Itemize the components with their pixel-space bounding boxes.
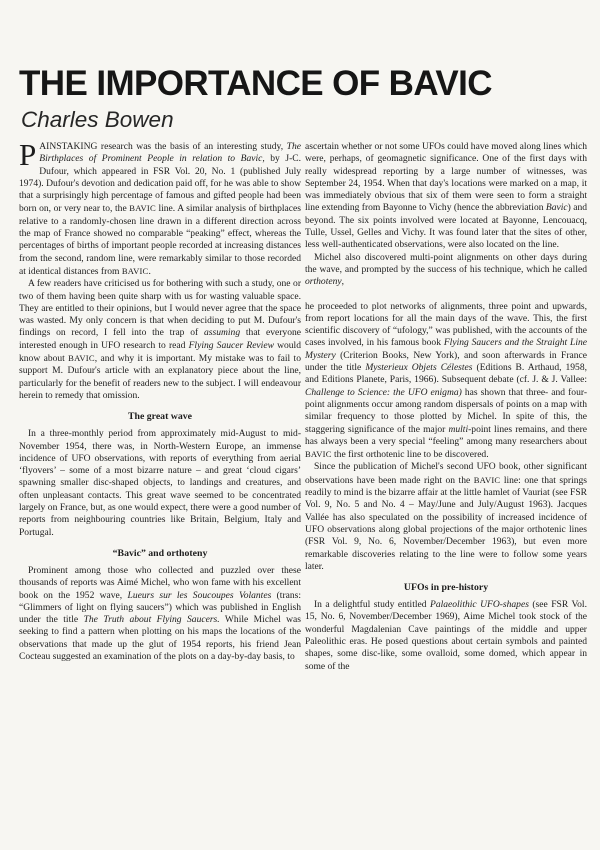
italic-text: Lueurs sur les Soucoupes Volantes — [127, 589, 272, 601]
bavic-term: BAVIC — [68, 353, 95, 364]
paragraph-orthoteny — [305, 252, 587, 289]
bavic-term: BAVIC — [121, 265, 149, 276]
text-run: (Criterion Books, New York), and soon afterwards in France under the title — [305, 349, 587, 374]
section-heading-prehistory: UFOs in pre-history — [403, 582, 489, 594]
paragraph-intro — [19, 137, 302, 278]
section-heading-great-wave: The great wave — [127, 411, 193, 423]
drop-cap: P — [19, 137, 37, 172]
italic-text: Palaeolithic UFO-shapes — [429, 599, 529, 611]
text-run: (Editions B. Arthaud, 1958, and Editions Planete, Paris, 1966). Subsequent debate (cf. J. & J. Vallee: — [305, 362, 587, 386]
italic-text: orthoteny — [305, 276, 342, 288]
paragraph-alignments — [305, 301, 587, 462]
bavic-term: BAVIC — [473, 474, 501, 485]
text-run: the first orthotenic line to be discovered. — [331, 449, 489, 461]
text-run: ) and beyond. The six points involved were located at Bayonne, Lencouacq, Tulle, Ussel, Gelles and Vichy. It was found later that the sites of other, less well-authenticated observations, were also located on the line. — [305, 202, 588, 251]
text-run: (trans: “Glimmers of light on flying saucers”) which was published in English under the title — [19, 589, 302, 626]
italic-text: Flying Saucer Review — [188, 339, 274, 351]
bavic-term: BAVIC — [129, 203, 156, 214]
text-run: AINSTAKING research was the basis of an interesting study, — [39, 141, 287, 152]
italic-text: assuming — [204, 327, 241, 339]
text-run: . — [148, 265, 151, 277]
italic-text: multi- — [448, 423, 472, 435]
paragraph-michel — [19, 565, 301, 663]
text-run: line: one that springs readily to mind is the bizarre affair at the little hamlet of Vauriat (see FSR Vol. 9, No. 5 and No. 4 – May/June and July/August 1963). Jacques Vallée has also speculated on the possibility of increased incidence of UFO observations along global projections of the major orthotenic lines (FSR Vol. 9, No. 6, November/December 1963), but even more remarkable discoveries relating to the line were to follow some years later. — [305, 474, 588, 572]
text-run: he proceeded to plot networks of alignments, three point and upwards, from report locations for all the main days of the wave. This, the first scientific discovery of “ufology,” was published, with the accounts of the cases involved, in his famous book — [305, 300, 587, 349]
text-run: has shown that three- and four-point alignments occur among random dispersals of points on a map with similar frequency to those plotted by Michel. In spite of this, the staggering significance of the major — [305, 386, 588, 435]
italic-text: Challenge to Science: the UFO enigma) — [305, 386, 462, 398]
paragraph-critics — [19, 278, 301, 402]
text-run: that everyone interested enough in UFO research to read — [19, 327, 301, 351]
text-run: While Michel was seeking to find a pattern when plotting on his maps the locations of the observations that made up the glut of 1954 reports, his friend Jean Cocteau suggested an examination of the plots on a day-by-day basis, to — [19, 614, 302, 662]
author-byline: Charles Bowen — [21, 107, 174, 132]
left-column — [19, 137, 302, 663]
text-run: point lines remains, and there has always been a very special “feeling” among many researchers about — [305, 423, 587, 447]
section-heading-bavic-orthoteny: “Bavic” and orthoteny — [112, 547, 208, 559]
right-column — [305, 141, 587, 673]
italic-text: Mysterieux Objets Célestes — [365, 362, 473, 374]
text-run: Prominent among those who collected and puzzled over these thousands of reports was Aimé Michel, who won fame with his excellent book on the 1952 wave, — [19, 564, 301, 601]
text-run: line. A similar analysis of birthplaces relative to a randomly-chosen line drawn in a different direction across the map of France showed no comparable “peaking” effect, whereas the percentages of births of important people recorded at increasing distances from the second, random line, were remarkably similar to those recorded at identical distances from — [19, 203, 301, 277]
bavic-term: BAVIC — [305, 449, 332, 460]
italic-text: Flying Saucers and the Straight Line Mystery — [305, 337, 587, 361]
text-run: , — [341, 276, 344, 288]
article-title: THE IMPORTANCE OF BAVIC — [19, 64, 492, 103]
italic-text: The Truth about Flying Saucers. — [83, 614, 220, 626]
text-run: , and why it is important. My mistake was to fail to support M. Dufour's article with an explanatory piece about the line, particularly for the benefit of readers new to the subject. I will endeavour herein to remedy that omission. — [19, 353, 301, 401]
text-run: would know about — [19, 339, 301, 365]
text-run: ascertain whether or not some UFOs could have moved along lines which were, perhaps, of geomagnetic significance. One of the first days with really widespread reporting by a large number of witnesses, was September 24, 1954. When that day's locations were marked on a map, it was immediately obvious that six of them were seen to form a straight line extending from Bayonne to Vichy (hence the abbreviation — [305, 141, 587, 214]
text-run: In a three-monthly period from approximately mid-August to mid-November 1954, there was, in North-Western Europe, an immense incidence of UFO observations, with reports of everything from aerial ‘flyovers’ – some of a most bizarre nature – and great ‘cloud cigars’ spawning smaller disc-shaped objects, to landings and creatures, and often unpleasant contacts. This great wave seemed to be concentrated largely on France, but, as one would expect, there were a good number of reports from neighbouring countries like Britain, Belgium, Italy and Portugal. — [19, 428, 301, 538]
paragraph-vauriat — [305, 461, 587, 573]
italic-text: Bavic — [545, 202, 568, 214]
text-run: (see FSR Vol. 15, No. 6, November/December 1969), Aime Michel took stock of the wonderful Magdalenian Cave paintings of the middle and upper Paleolithic eras. He posed questions about certain symbols and painted shapes, some disc-like, some ovalloid, some domed, which appear in some of the — [305, 599, 587, 672]
text-run: In a delightful study entitled — [314, 599, 430, 611]
text-run: Michel also discovered multi-point alignments on other days during the wave, and prompted by the success of his technique, which he called — [305, 251, 587, 275]
italic-text: The Birthplaces of Prominent People in relation to Bavic — [39, 141, 301, 165]
paragraph-great-wave — [19, 428, 301, 539]
text-run: , by J-C. Dufour, which appeared in FSR Vol. 20, No. 1 (published July 1974). Dufour's devotion and dedication paid off, for he was able to show that a surprisingly high percentage of famous and gifted people had been born on, or very near to, the — [19, 153, 302, 215]
paragraph-palaeolithic — [305, 599, 587, 673]
text-run: A few readers have criticised us for bothering with such a study, one or two of them having been quite sharp with us for wasting valuable space. They are entitled to their opinions, but I would never agree that the space was wasted. My only concern is that when deciding to put M. Dufour's findings on record, I fell into the trap of — [19, 278, 301, 339]
paragraph-september-24 — [305, 141, 587, 252]
text-run: Since the publication of Michel's second UFO book, other significant observations have been made right on the — [305, 461, 587, 486]
